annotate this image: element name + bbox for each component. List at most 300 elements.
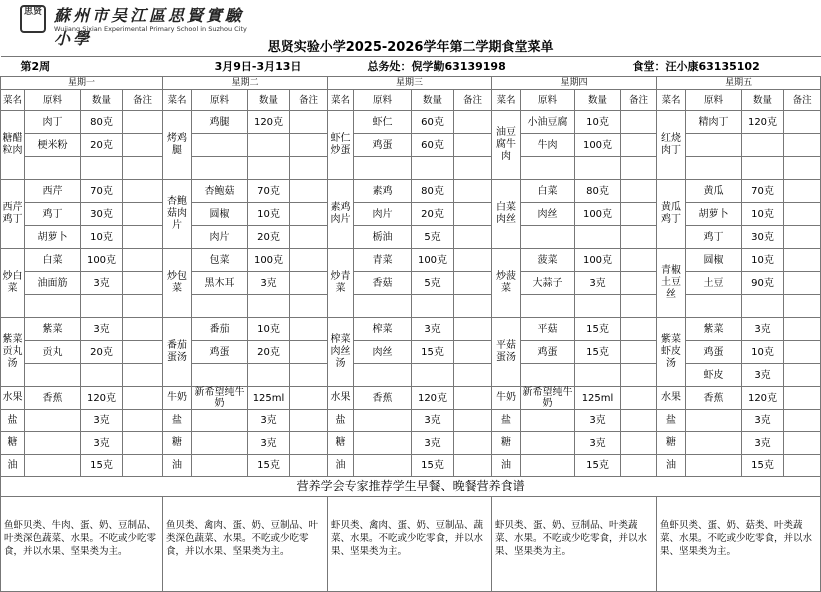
column-header: 菜名 <box>657 90 686 111</box>
note <box>123 364 163 387</box>
note <box>290 157 328 180</box>
quantity: 80克 <box>81 111 123 134</box>
ingredient <box>25 432 81 455</box>
note <box>123 226 163 249</box>
dish-name: 水果 <box>328 387 354 410</box>
ingredient <box>192 364 248 387</box>
office-contact: 总务处：倪学勤63139198 <box>354 57 621 77</box>
note <box>784 364 821 387</box>
column-header: 备注 <box>290 90 328 111</box>
nutrition-advice: 鱼虾贝类、牛肉、蛋、奶、豆制品、叶类深色蔬菜、水果。不吃或少吃零食，并以水果、坚果类为主。 <box>1 497 163 592</box>
ingredient <box>686 455 742 477</box>
column-header: 备注 <box>784 90 821 111</box>
school-seal-icon: 思贤 <box>20 5 46 33</box>
column-header: 原料 <box>25 90 81 111</box>
note <box>621 455 657 477</box>
ingredient <box>25 157 81 180</box>
ingredient <box>686 295 742 318</box>
ingredient <box>354 455 412 477</box>
dish-name: 油 <box>328 455 354 477</box>
dish-name: 油 <box>492 455 521 477</box>
ingredient: 虾皮 <box>686 364 742 387</box>
ingredient <box>192 295 248 318</box>
note <box>621 203 657 226</box>
quantity: 20克 <box>248 226 290 249</box>
quantity <box>742 295 784 318</box>
dish-name: 牛奶 <box>163 387 192 410</box>
menu-row <box>1 364 821 387</box>
ingredient <box>686 157 742 180</box>
ingredient <box>354 364 412 387</box>
ingredient: 肉片 <box>192 226 248 249</box>
ingredient: 肉丝 <box>521 203 575 226</box>
quantity <box>412 364 454 387</box>
dish-name: 盐 <box>657 410 686 432</box>
dish-name: 盐 <box>163 410 192 432</box>
note <box>123 432 163 455</box>
quantity: 15克 <box>575 341 621 364</box>
dish-name: 水果 <box>1 387 25 410</box>
note <box>784 432 821 455</box>
quantity: 15克 <box>81 455 123 477</box>
note <box>454 455 492 477</box>
note <box>621 226 657 249</box>
note <box>290 318 328 341</box>
dish-name: 盐 <box>492 410 521 432</box>
quantity: 20克 <box>248 341 290 364</box>
quantity: 100克 <box>248 249 290 272</box>
note <box>290 111 328 134</box>
note <box>621 341 657 364</box>
note <box>454 203 492 226</box>
quantity: 120克 <box>248 111 290 134</box>
note <box>123 387 163 410</box>
quantity: 3克 <box>575 432 621 455</box>
quantity: 15克 <box>575 455 621 477</box>
note <box>123 272 163 295</box>
note <box>123 134 163 157</box>
note <box>454 295 492 318</box>
note <box>290 272 328 295</box>
dish-name: 杏鲍菇肉片 <box>163 180 192 249</box>
column-header: 原料 <box>686 90 742 111</box>
note <box>784 226 821 249</box>
ingredient: 梗米粉 <box>25 134 81 157</box>
quantity: 125ml <box>575 387 621 410</box>
note <box>123 295 163 318</box>
quantity: 20克 <box>81 134 123 157</box>
column-header: 数量 <box>248 90 290 111</box>
quantity: 120克 <box>742 387 784 410</box>
ingredient <box>354 295 412 318</box>
quantity <box>575 157 621 180</box>
note <box>621 249 657 272</box>
quantity: 60克 <box>412 111 454 134</box>
ingredient: 新希望纯牛奶 <box>522 387 573 409</box>
menu-row <box>1 157 821 180</box>
ingredient: 栃油 <box>354 226 412 249</box>
dish-name: 牛奶 <box>492 387 521 410</box>
menu-row <box>1 387 821 410</box>
note <box>784 455 821 477</box>
quantity: 60克 <box>412 134 454 157</box>
quantity: 3克 <box>742 410 784 432</box>
date-range: 3月9日-3月13日 <box>163 57 354 77</box>
nutrition-advice: 虾贝类、蛋、奶、豆制品、叶类蔬菜、水果。不吃或少吃零食，并以水果、坚果类为主。 <box>492 497 657 592</box>
ingredient: 西芹 <box>25 180 81 203</box>
note <box>290 387 328 410</box>
note <box>123 410 163 432</box>
quantity: 3克 <box>248 410 290 432</box>
note <box>621 180 657 203</box>
ingredient <box>25 410 81 432</box>
menu-row <box>1 455 821 477</box>
ingredient: 香蕉 <box>354 387 412 410</box>
nutrition-advice: 鱼贝类、禽肉、蛋、奶、豆制品、叶类深色蔬菜、水果。不吃或少吃零食，并以水果、坚果类为主。 <box>163 497 328 592</box>
quantity: 100克 <box>575 249 621 272</box>
ingredient: 榨菜 <box>354 318 412 341</box>
week-label: 第2周 <box>1 57 163 77</box>
quantity: 125ml <box>248 387 290 410</box>
menu-row <box>1 226 821 249</box>
quantity: 80克 <box>575 180 621 203</box>
note <box>454 180 492 203</box>
column-header: 原料 <box>192 90 248 111</box>
quantity: 15克 <box>412 455 454 477</box>
ingredient: 青菜 <box>354 249 412 272</box>
note <box>290 455 328 477</box>
ingredient: 紫菜 <box>686 318 742 341</box>
note <box>290 203 328 226</box>
quantity: 10克 <box>81 226 123 249</box>
ingredient <box>192 432 248 455</box>
ingredient: 贡丸 <box>25 341 81 364</box>
menu-row <box>1 134 821 157</box>
quantity: 20克 <box>81 341 123 364</box>
ingredient: 黑木耳 <box>192 272 248 295</box>
school-name: 蘇州市吴江區思賢實驗小學 <box>54 6 245 48</box>
ingredient <box>521 432 575 455</box>
note <box>290 364 328 387</box>
menu-row <box>1 318 821 341</box>
ingredient <box>686 410 742 432</box>
quantity <box>248 134 290 157</box>
quantity: 90克 <box>742 272 784 295</box>
dish-name: 油 <box>163 455 192 477</box>
ingredient: 肉丝 <box>354 341 412 364</box>
column-header: 数量 <box>412 90 454 111</box>
ingredient: 牛肉 <box>521 134 575 157</box>
ingredient <box>521 226 575 249</box>
note <box>290 432 328 455</box>
ingredient: 圆椒 <box>686 249 742 272</box>
ingredient <box>25 455 81 477</box>
column-header: 原料 <box>354 90 412 111</box>
note <box>621 157 657 180</box>
ingredient <box>521 364 575 387</box>
note <box>290 134 328 157</box>
quantity: 100克 <box>575 134 621 157</box>
column-header: 备注 <box>123 90 163 111</box>
nutrition-title: 营养学会专家推荐学生早餐、晚餐营养食谱 <box>1 477 821 497</box>
ingredient <box>521 295 575 318</box>
menu-row <box>1 432 821 455</box>
ingredient: 鸡蛋 <box>354 134 412 157</box>
dish-name: 榨菜肉丝汤 <box>328 318 354 387</box>
quantity: 70克 <box>248 180 290 203</box>
quantity: 3克 <box>248 272 290 295</box>
note <box>784 157 821 180</box>
ingredient <box>192 455 248 477</box>
note <box>454 157 492 180</box>
dish-name: 西芹鸡丁 <box>1 180 25 249</box>
column-header: 菜名 <box>492 90 521 111</box>
quantity: 30克 <box>742 226 784 249</box>
ingredient <box>192 134 248 157</box>
ingredient: 包菜 <box>192 249 248 272</box>
note <box>621 134 657 157</box>
quantity <box>742 157 784 180</box>
dish-name: 炒菠菜 <box>492 249 521 318</box>
ingredient <box>686 432 742 455</box>
ingredient: 肉丁 <box>25 111 81 134</box>
day-header-fri: 星期五 <box>657 77 821 90</box>
dish-name: 番茄蛋汤 <box>163 318 192 387</box>
note <box>290 410 328 432</box>
dish-name: 油豆腐牛肉 <box>492 111 521 180</box>
quantity: 80克 <box>412 180 454 203</box>
ingredient: 圆椒 <box>192 203 248 226</box>
ingredient: 大蒜子 <box>521 272 575 295</box>
dish-name: 炒包菜 <box>163 249 192 318</box>
ingredient <box>192 157 248 180</box>
day-header-tue: 星期二 <box>163 77 328 90</box>
ingredient <box>25 364 81 387</box>
column-header: 菜名 <box>328 90 354 111</box>
quantity: 15克 <box>575 318 621 341</box>
quantity: 3克 <box>742 432 784 455</box>
dish-name: 糖 <box>492 432 521 455</box>
quantity: 30克 <box>81 203 123 226</box>
note <box>123 318 163 341</box>
quantity: 3克 <box>81 272 123 295</box>
note <box>621 410 657 432</box>
quantity <box>575 364 621 387</box>
dish-name: 虾仁炒蛋 <box>328 111 354 180</box>
dish-name: 糖 <box>1 432 25 455</box>
menu-row <box>1 341 821 364</box>
note <box>621 432 657 455</box>
dish-name: 糖 <box>163 432 192 455</box>
ingredient: 黄瓜 <box>686 180 742 203</box>
school-name-en: Wujiang Sixian Experimental Primary School in Suzhou City <box>54 25 247 33</box>
quantity: 120克 <box>412 387 454 410</box>
menu-row <box>1 111 821 134</box>
quantity: 3克 <box>412 410 454 432</box>
note <box>454 318 492 341</box>
quantity <box>248 295 290 318</box>
ingredient: 鸡蛋 <box>192 341 248 364</box>
note <box>784 111 821 134</box>
ingredient: 香蕉 <box>686 387 742 410</box>
ingredient: 香蕉 <box>25 387 81 410</box>
quantity: 20克 <box>412 203 454 226</box>
ingredient: 小油豆腐 <box>521 111 575 134</box>
column-header: 数量 <box>742 90 784 111</box>
quantity <box>81 295 123 318</box>
dish-name: 白菜肉丝 <box>492 180 521 249</box>
menu-row <box>1 203 821 226</box>
note <box>123 180 163 203</box>
quantity: 3克 <box>575 410 621 432</box>
ingredient: 白菜 <box>25 249 81 272</box>
note <box>454 226 492 249</box>
quantity: 3克 <box>248 432 290 455</box>
quantity: 3克 <box>742 318 784 341</box>
ingredient: 油面筋 <box>25 272 81 295</box>
note <box>621 272 657 295</box>
note <box>123 203 163 226</box>
column-header: 备注 <box>454 90 492 111</box>
day-header-thu: 星期四 <box>492 77 657 90</box>
note <box>454 387 492 410</box>
column-header: 数量 <box>575 90 621 111</box>
quantity: 70克 <box>742 180 784 203</box>
note <box>454 410 492 432</box>
ingredient: 香菇 <box>354 272 412 295</box>
quantity: 10克 <box>248 318 290 341</box>
dish-name: 素鸡肉片 <box>328 180 354 249</box>
quantity: 120克 <box>81 387 123 410</box>
column-header: 菜名 <box>163 90 192 111</box>
note <box>123 455 163 477</box>
ingredient: 鸡丁 <box>25 203 81 226</box>
quantity: 10克 <box>742 341 784 364</box>
ingredient: 新希望纯牛奶 <box>192 387 248 410</box>
ingredient: 紫菜 <box>25 318 81 341</box>
dish-name: 烤鸡腿 <box>163 111 192 180</box>
day-header-mon: 星期一 <box>1 77 163 90</box>
quantity: 5克 <box>412 226 454 249</box>
ingredient: 胡萝卜 <box>25 226 81 249</box>
ingredient: 素鸡 <box>354 180 412 203</box>
quantity <box>412 295 454 318</box>
quantity: 10克 <box>575 111 621 134</box>
note <box>123 341 163 364</box>
dish-name: 红烧肉丁 <box>657 111 686 180</box>
note <box>784 272 821 295</box>
note <box>454 432 492 455</box>
menu-row <box>1 272 821 295</box>
ingredient <box>25 295 81 318</box>
ingredient: 白菜 <box>521 180 575 203</box>
note <box>290 249 328 272</box>
note <box>784 180 821 203</box>
ingredient <box>521 157 575 180</box>
note <box>784 318 821 341</box>
quantity <box>575 226 621 249</box>
note <box>123 157 163 180</box>
column-header: 原料 <box>521 90 575 111</box>
quantity: 5克 <box>412 272 454 295</box>
ingredient: 鸡丁 <box>686 226 742 249</box>
quantity: 3克 <box>412 432 454 455</box>
column-header: 备注 <box>621 90 657 111</box>
dish-name: 青椒土豆丝 <box>657 249 686 318</box>
dish-name: 油 <box>657 455 686 477</box>
school-logo <box>20 3 260 48</box>
ingredient: 鸡蛋 <box>686 341 742 364</box>
dish-name: 糖醋粒肉 <box>1 111 25 180</box>
dish-name: 盐 <box>328 410 354 432</box>
quantity <box>81 364 123 387</box>
quantity: 70克 <box>81 180 123 203</box>
quantity: 15克 <box>742 455 784 477</box>
nutrition-advice: 鱼虾贝类、蛋、奶、菇类、叶类蔬菜、水果。不吃或少吃零食，并以水果、坚果类为主。 <box>657 497 821 592</box>
quantity: 120克 <box>742 111 784 134</box>
page-title: 思贤实验小学2025-2026学年第二学期食堂菜单 <box>1 38 821 57</box>
dish-name: 糖 <box>657 432 686 455</box>
ingredient: 精肉丁 <box>686 111 742 134</box>
ingredient <box>192 410 248 432</box>
quantity: 3克 <box>412 318 454 341</box>
quantity: 3克 <box>81 432 123 455</box>
menu-row <box>1 295 821 318</box>
dish-name: 油 <box>1 455 25 477</box>
dish-name: 炒青菜 <box>328 249 354 318</box>
dish-name: 水果 <box>657 387 686 410</box>
quantity <box>248 157 290 180</box>
quantity: 3克 <box>742 364 784 387</box>
quantity <box>248 364 290 387</box>
note <box>621 295 657 318</box>
quantity <box>742 134 784 157</box>
day-header-wed: 星期三 <box>328 77 492 90</box>
column-header: 数量 <box>81 90 123 111</box>
note <box>290 341 328 364</box>
note <box>784 341 821 364</box>
ingredient <box>354 432 412 455</box>
note <box>454 272 492 295</box>
note <box>784 295 821 318</box>
note <box>123 111 163 134</box>
note <box>621 387 657 410</box>
ingredient <box>686 134 742 157</box>
note <box>784 249 821 272</box>
note <box>784 387 821 410</box>
note <box>454 364 492 387</box>
dish-name: 炒白菜 <box>1 249 25 318</box>
canteen-contact: 食堂：汪小康63135102 <box>621 57 821 77</box>
ingredient: 平菇 <box>521 318 575 341</box>
note <box>123 249 163 272</box>
quantity: 3克 <box>81 410 123 432</box>
ingredient <box>354 410 412 432</box>
menu-row <box>1 249 821 272</box>
ingredient: 鸡蛋 <box>521 341 575 364</box>
quantity: 100克 <box>575 203 621 226</box>
ingredient <box>521 455 575 477</box>
note <box>454 249 492 272</box>
ingredient: 杏鲍菇 <box>192 180 248 203</box>
note <box>454 341 492 364</box>
note <box>784 410 821 432</box>
dish-name: 盐 <box>1 410 25 432</box>
quantity <box>575 295 621 318</box>
note <box>454 111 492 134</box>
menu-row <box>1 410 821 432</box>
quantity: 15克 <box>248 455 290 477</box>
